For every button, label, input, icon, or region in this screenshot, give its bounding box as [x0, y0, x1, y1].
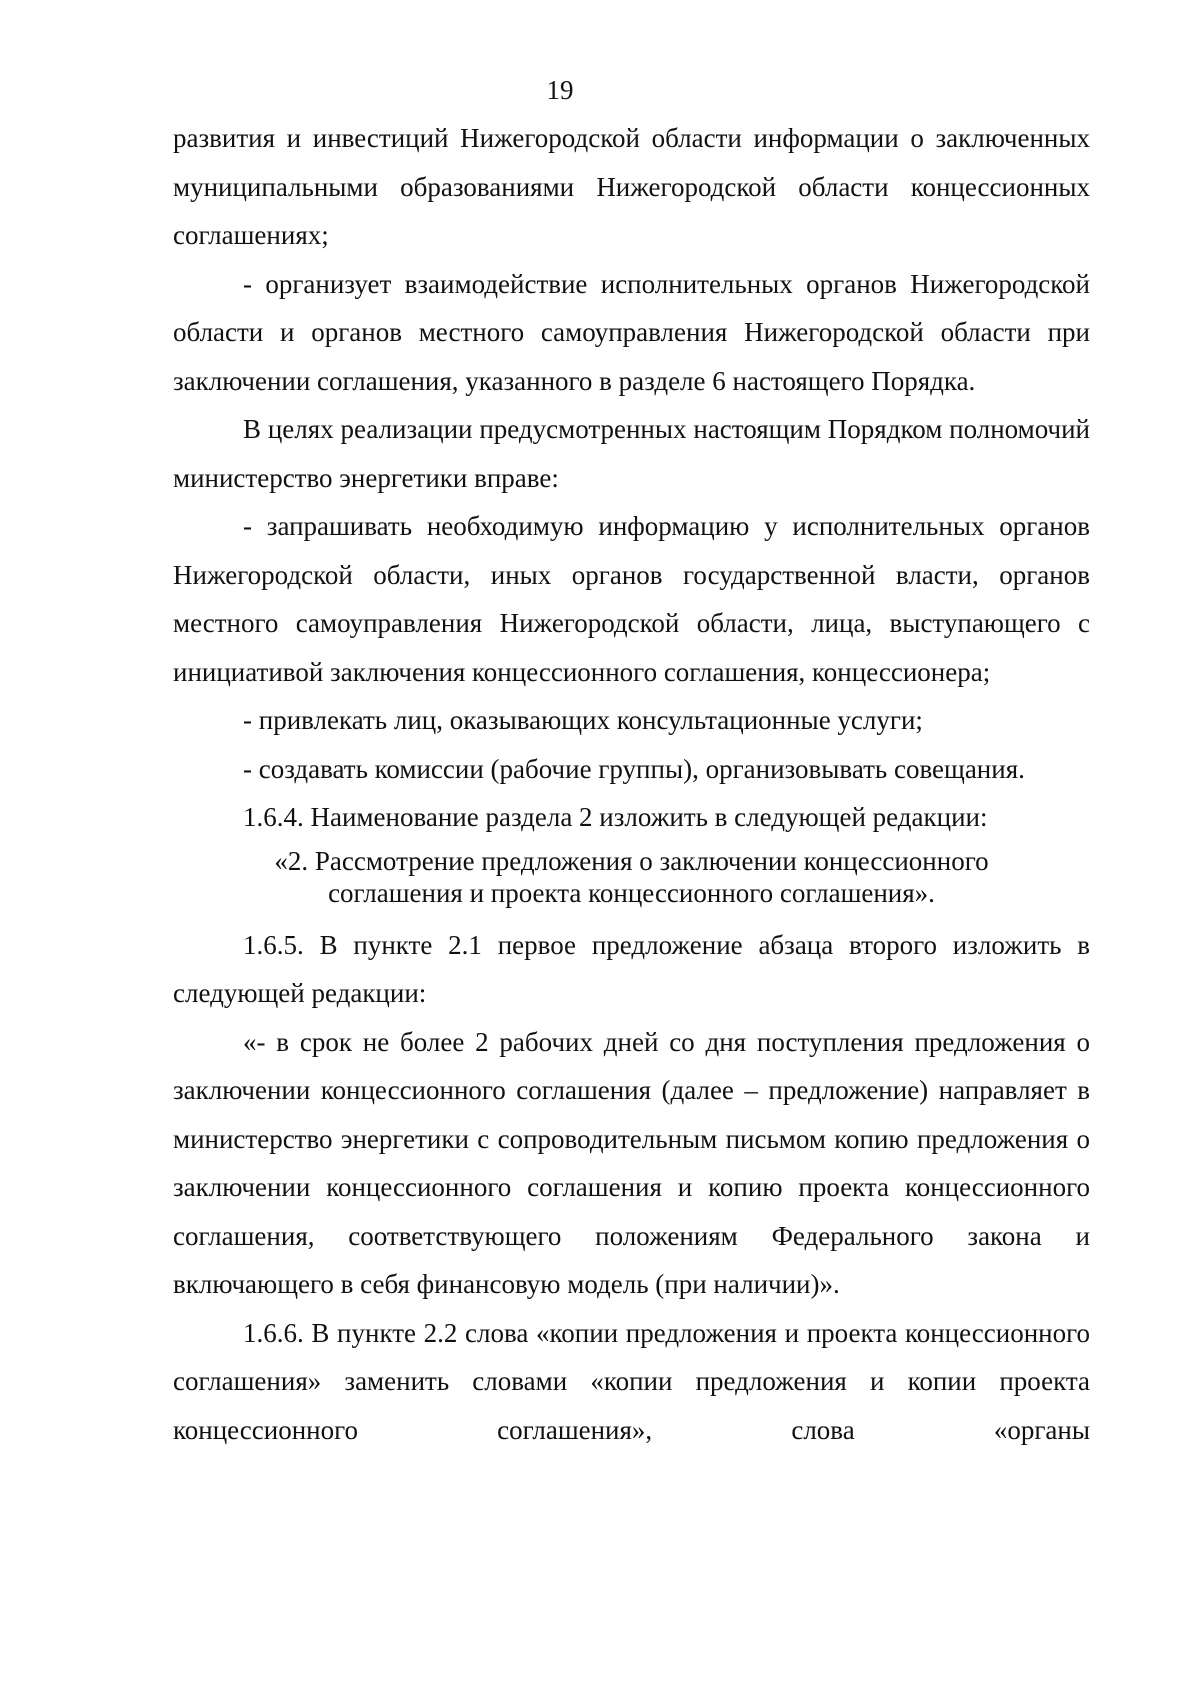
paragraph: «- в срок не более 2 рабочих дней со дня поступления предложения о заключении концессионного соглашения (далее – предложение) направляет в министерство энергетики с сопроводительным письмом копию предложения о заключении концессионного соглашения и копию проекта концессионного соглашения, соответствующего положениям Федерального закона и включающего в себя финансовую модель (при наличии)». — [173, 1026, 1090, 1299]
section-heading: «2. Рассмотрение предложения о заключении концессионного соглашения и проекта концессионного соглашения». — [274, 845, 989, 908]
paragraph: 1.6.5. В пункте 2.1 первое предложение абзаца второго изложить в следующей редакции: — [173, 929, 1090, 1008]
document-body — [173, 114, 1090, 1454]
paragraph: - привлекать лиц, оказывающих консультационные услуги; — [243, 705, 923, 735]
paragraph: В целях реализации предусмотренных настоящим Порядком полномочий министерство энергетики вправе: — [173, 414, 1090, 493]
page-number: 19 — [546, 75, 574, 105]
paragraph: 1.6.4. Наименование раздела 2 изложить в следующей редакции: — [243, 802, 988, 832]
paragraph: развития и инвестиций Нижегородской области информации о заключенных муниципальными образованиями Нижегородской области концессионных соглашениях; — [173, 123, 1090, 250]
paragraph: 1.6.6. В пункте 2.2 слова «копии предложения и проекта концессионного соглашения» заменить словами «копии предложения и копии проекта концессионного соглашения», слова «органы — [173, 1317, 1090, 1445]
paragraph: - запрашивать необходимую информацию у исполнительных органов Нижегородской области, иных органов государственной власти, органов местного самоуправления Нижегородской области, лица, выступающего с инициативой заключения концессионного соглашения, концессионера; — [173, 511, 1090, 687]
paragraph: - создавать комиссии (рабочие группы), организовывать совещания. — [243, 753, 1025, 784]
paragraph: - организует взаимодействие исполнительных органов Нижегородской области и органов местного самоуправления Нижегородской области при заключении соглашения, указанного в разделе 6 настоящего Порядка. — [173, 268, 1090, 396]
